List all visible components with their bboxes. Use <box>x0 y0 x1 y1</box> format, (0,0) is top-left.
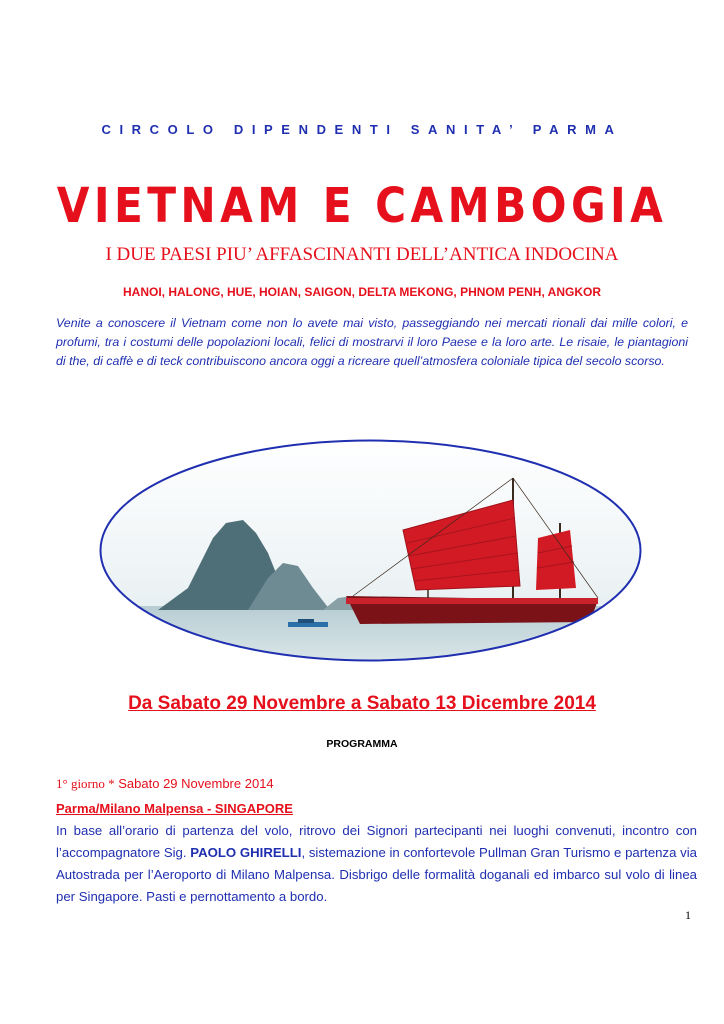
day-text-part1: In base all’orario di partenza del volo, ritrovo dei Signori partecipanti nei luoghi convenuti, incontro con l’accompagnatore Sig. <box>56 823 697 860</box>
page-title: VIETNAM E CAMBOGIA <box>56 178 668 234</box>
organization-header: CIRCOLO DIPENDENTI SANITA’ PARMA <box>101 122 623 137</box>
trip-dates: Da Sabato 29 Novembre a Sabato 13 Dicembre 2014 <box>128 693 596 714</box>
day-text-part2: , sistemazione in confortevole Pullman Gran Turismo e partenza via Autostrada per l’Aeroporto di Milano Malpensa. Disbrigo delle formalità doganali ed imbarco sul volo di linea per Singapore. Pasti e pernottamento a bordo. <box>56 845 697 904</box>
program-heading: PROGRAMMA <box>326 738 398 750</box>
day-date: Sabato 29 Novembre 2014 <box>118 776 274 791</box>
day-number: 1° giorno * <box>56 776 115 791</box>
guide-name: PAOLO GHIRELLI <box>190 845 302 860</box>
destinations-list: HANOI, HALONG, HUE, HOIAN, SAIGON, DELTA MEKONG, PHNOM PENH, ANGKOR <box>122 285 601 299</box>
intro-paragraph: Venite a conoscere il Vietnam come non lo avete mai visto, passeggiando nei mercati rionali dai mille colori, e profumi, tra i costumi delle popolazioni locali, felici di mostrarvi il loro Paese e la loro arte. Le risaie, le piantagioni di the, di caffè e di teck contribuiscono ancora oggi a ricreare quell’atmosfera coloniale tipica del secolo scorso. <box>56 316 688 368</box>
day-description <box>56 820 697 908</box>
page-number: 1 <box>685 908 691 922</box>
day-heading <box>56 776 274 792</box>
junk-boat-halong-photo <box>98 438 643 663</box>
day-route: Parma/Milano Malpensa - SINGAPORE <box>56 801 293 816</box>
page-subtitle: I DUE PAESI PIU’ AFFASCINANTI DELL’ANTICA INDOCINA <box>105 244 619 265</box>
